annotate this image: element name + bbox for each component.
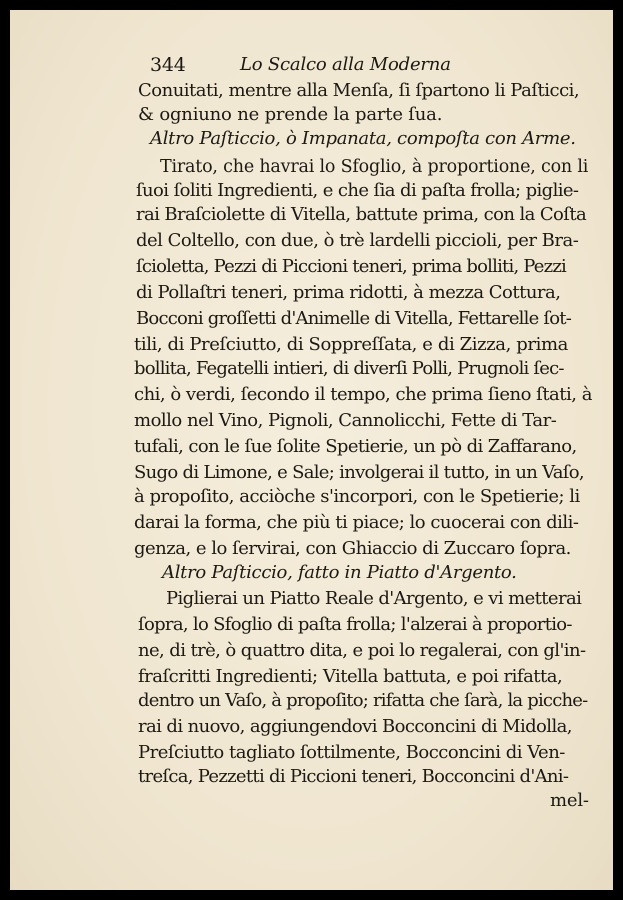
text-line: ſuoi ſoliti Ingredienti, e che ſia di paſta frolla; piglie- [136,180,579,201]
text-line: treſca, Pezzetti di Piccioni teneri, Bocconcini d'Ani- [138,766,569,787]
page-text [10,10,613,890]
text-line: ſopra, lo Sfoglio di paſta frolla; l'alzerai à proportio- [138,614,572,635]
text-line: bollita, Fegatelli intieri, di diverſi Polli, Prugnoli ſec- [134,358,564,379]
page-scan [10,10,613,890]
text-line: ſcioletta, Pezzi di Piccioni teneri, prima bolliti, Pezzi [136,256,566,277]
text-line: Sugo di Limone, e Sale; involgerai il tutto, in un Vaſo, [134,462,584,483]
catchword: mel- [550,790,589,811]
section-heading: Altro Paſticcio, ò Impanata, compoſta con Arme. [150,128,576,149]
text-line: dentro un Vaſo, à propoſito; rifatta che ſarà, la picche- [138,690,588,711]
text-line: Conuitati, mentre alla Menſa, ſi ſpartono li Paſticci, [138,80,580,101]
text-line: Piglierai un Piatto Reale d'Argento, e vi metterai [166,588,582,609]
text-line: mollo nel Vino, Pignoli, Cannolicchi, Fette di Tar- [134,410,557,431]
text-line: rai di nuovo, aggiungendovi Bocconcini di Midolla, [138,716,572,737]
text-line: à propoſito, acciòche s'incorpori, con le Spetierie; li [134,486,580,507]
text-line: genza, e lo ſervirai, con Ghiaccio di Zuccaro ſopra. [134,538,571,559]
text-line: del Coltello, con due, ò trè lardelli piccioli, per Bra- [136,230,579,251]
text-line: di Pollaſtri teneri, prima ridotti, à mezza Cottura, [136,282,561,303]
section-heading: Altro Paſticcio, fatto in Piatto d'Argento. [162,562,517,583]
text-line: & ogniuno ne prende la parte ſua. [138,104,443,125]
text-line: chi, ò verdi, ſecondo il tempo, che prima ſieno ſtati, à [134,384,592,405]
text-line: darai la forma, che più ti piace; lo cuocerai con dili- [134,512,579,533]
page-number: 344 [150,54,186,76]
text-line: tufali, con le ſue ſolite Spetierie, un pò di Zaffarano, [134,436,577,457]
text-line: ne, di trè, ò quattro dita, e poi lo regalerai, con gl'in- [138,640,586,661]
text-line: fraſcritti Ingredienti; Vitella battuta, e poi rifatta, [138,666,563,687]
text-line: rai Braſciolette di Vitella, battute prima, con la Coſta [136,204,587,225]
text-line: tili, di Preſciutto, di Soppreſſata, e di Zizza, prima [134,334,568,355]
text-line: Bocconi groſſetti d'Animelle di Vitella, Fettarelle ſot- [136,308,571,329]
running-title: Lo Scalco alla Moderna [240,54,451,75]
text-line: Preſciutto tagliato ſottilmente, Bocconcini di Ven- [138,742,565,763]
text-line: Tirato, che havrai lo Sfoglio, à proportione, con li [160,157,589,177]
